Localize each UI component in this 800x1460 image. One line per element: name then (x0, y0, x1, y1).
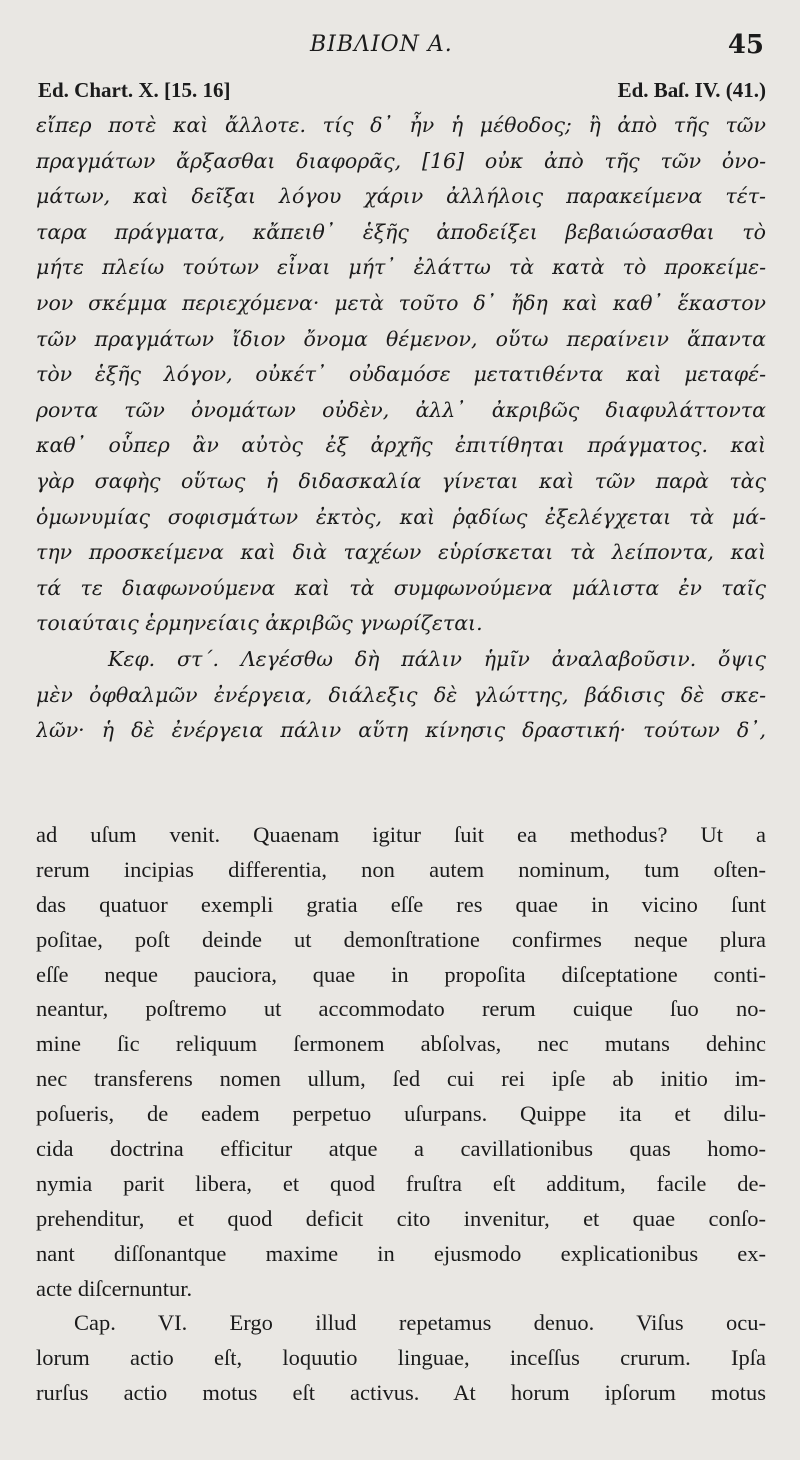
latin-line: ad uſum venit. Quaenam igitur ſuit ea methodus? Ut a (36, 822, 766, 847)
latin-line: lorum actio eſt, loquutio linguae, inceſſus crurum. Ipſa (36, 1345, 766, 1371)
greek-line: μήτε πλείω τούτων εἶναι μήτ᾽ ἐλάττω τὰ κατὰ τὸ προκείμε- (36, 255, 766, 280)
greek-line: καθ᾽ οὗπερ ἂν αὐτὸς ἐξ ἀρχῆς ἐπιτίθηται πράγματος. καὶ (36, 433, 766, 458)
greek-line: εἴπερ ποτὲ καὶ ἄλλοτε. τίς δ᾽ ἦν ἡ μέθοδος; ἢ ἀπὸ τῆς τῶν (36, 113, 766, 137)
latin-line: eſſe neque pauciora, quae in propoſita diſceptatione conti- (36, 961, 766, 987)
latin-line: nec transferens nomen ullum, ſed cui rei ipſe ab initio im- (36, 1066, 766, 1092)
latin-line: mine ſic reliquum ſermonem abſolvas, nec mutans dehinc (36, 1031, 766, 1057)
greek-line: ροντα τῶν ὀνομάτων οὐδὲν, ἀλλ᾽ ἀκριβῶς διαφυλάττοντα (36, 397, 766, 422)
latin-line: poſueris, de eadem perpetuo uſurpans. Quippe ita et dilu- (36, 1101, 766, 1127)
greek-line: ὁμωνυμίας σοφισμάτων ἐκτὸς, καὶ ῥᾳδίως ἐξελέγχεται τὰ μά- (36, 504, 766, 529)
latin-line: neantur, poſtremo ut accommodato rerum cuique ſuo no- (36, 996, 766, 1022)
edition-chartier: Ed. Chart. X. [15. 16] (38, 78, 231, 102)
greek-line: μάτων, καὶ δεῖξαι λόγου χάριν ἀλλήλοις παρακείμενα τέτ- (36, 184, 766, 209)
greek-line: μὲν ὀφθαλμῶν ἐνέργεια, διάλεξις δὲ γλώττης, βάδισις δὲ σκε- (36, 682, 766, 707)
edition-reference (38, 78, 766, 108)
greek-chapter-heading-line: Κεφ. στ΄. Λεγέσθω δὴ πάλιν ἡμῖν ἀναλαβοῦσιν. ὄψις (108, 646, 766, 671)
latin-line: acte diſcernuntur. (36, 1275, 193, 1301)
latin-line: rurſus actio motus eſt activus. At horum ipſorum motus (36, 1380, 766, 1406)
greek-line: νον σκέμμα περιεχόμενα· μετὰ τοῦτο δ᾽ ἤδη καὶ καθ᾽ ἕκαστον (36, 290, 766, 315)
greek-line: τοιαύταις ἑρμηνείαις ἀκριβῶς γνωρίζεται. (36, 611, 483, 636)
latin-line: das quatuor exempli gratia eſſe res quae in vicino ſunt (36, 891, 766, 917)
latin-line: nymia parit libera, et quod fruſtra eſt additum, facile de- (36, 1170, 766, 1196)
greek-line: λῶν· ἡ δὲ ἐνέργεια πάλιν αὕτη κίνησις δραστική· τούτων δ᾽, (36, 718, 766, 743)
latin-line: nant diſſonantque maxime in ejusmodo explicationibus ex- (36, 1240, 766, 1266)
greek-text (36, 108, 766, 749)
greek-line: ταρα πράγματα, κἄπειθ᾽ ἑξῆς ἀποδείξει βεβαιώσασθαι τὸ (36, 219, 766, 244)
greek-line: γὰρ σαφὴς οὕτως ἡ διδασκαλία γίνεται καὶ τῶν παρὰ τὰς (36, 468, 766, 493)
book-title: BIBΛION A. (310, 32, 453, 57)
greek-line: τὸν ἑξῆς λόγον, οὐκέτ᾽ οὐδαμόσε μετατιθέντα καὶ μεταφέ- (36, 362, 766, 387)
greek-line: τά τε διαφωνούμενα καὶ τὰ συμφωνούμενα μάλιστα ἐν ταῖς (36, 575, 766, 600)
latin-line: poſitae, poſt deinde ut demonſtratione confirmes neque plura (36, 926, 766, 952)
greek-line: πραγμάτων ἄρξασθαι διαφορᾶς, [16] οὐκ ἀπὸ τῆς τῶν ὀνο- (36, 148, 766, 173)
latin-line: cida doctrina efficitur atque a cavillationibus quas homo- (36, 1136, 766, 1162)
edition-basel: Ed. Baſ. IV. (41.) (617, 78, 766, 102)
latin-line: prehenditur, et quod deficit cito invenitur, et quae conſo- (36, 1205, 766, 1231)
latin-text (36, 818, 766, 1411)
running-head (0, 30, 800, 66)
latin-line: rerum incipias differentia, non autem nominum, tum oſten- (36, 856, 766, 882)
greek-line: την προσκείμενα καὶ διὰ ταχέων εὑρίσκεται τὰ λείποντα, καὶ (36, 540, 766, 565)
page-number: 45 (727, 30, 764, 60)
greek-line: τῶν πραγμάτων ἴδιον ὄνομα θέμενον, οὕτω περαίνειν ἅπαντα (36, 326, 766, 351)
latin-chapter-heading-line: Cap. VI. Ergo illud repetamus denuo. Viſus ocu- (74, 1310, 766, 1336)
